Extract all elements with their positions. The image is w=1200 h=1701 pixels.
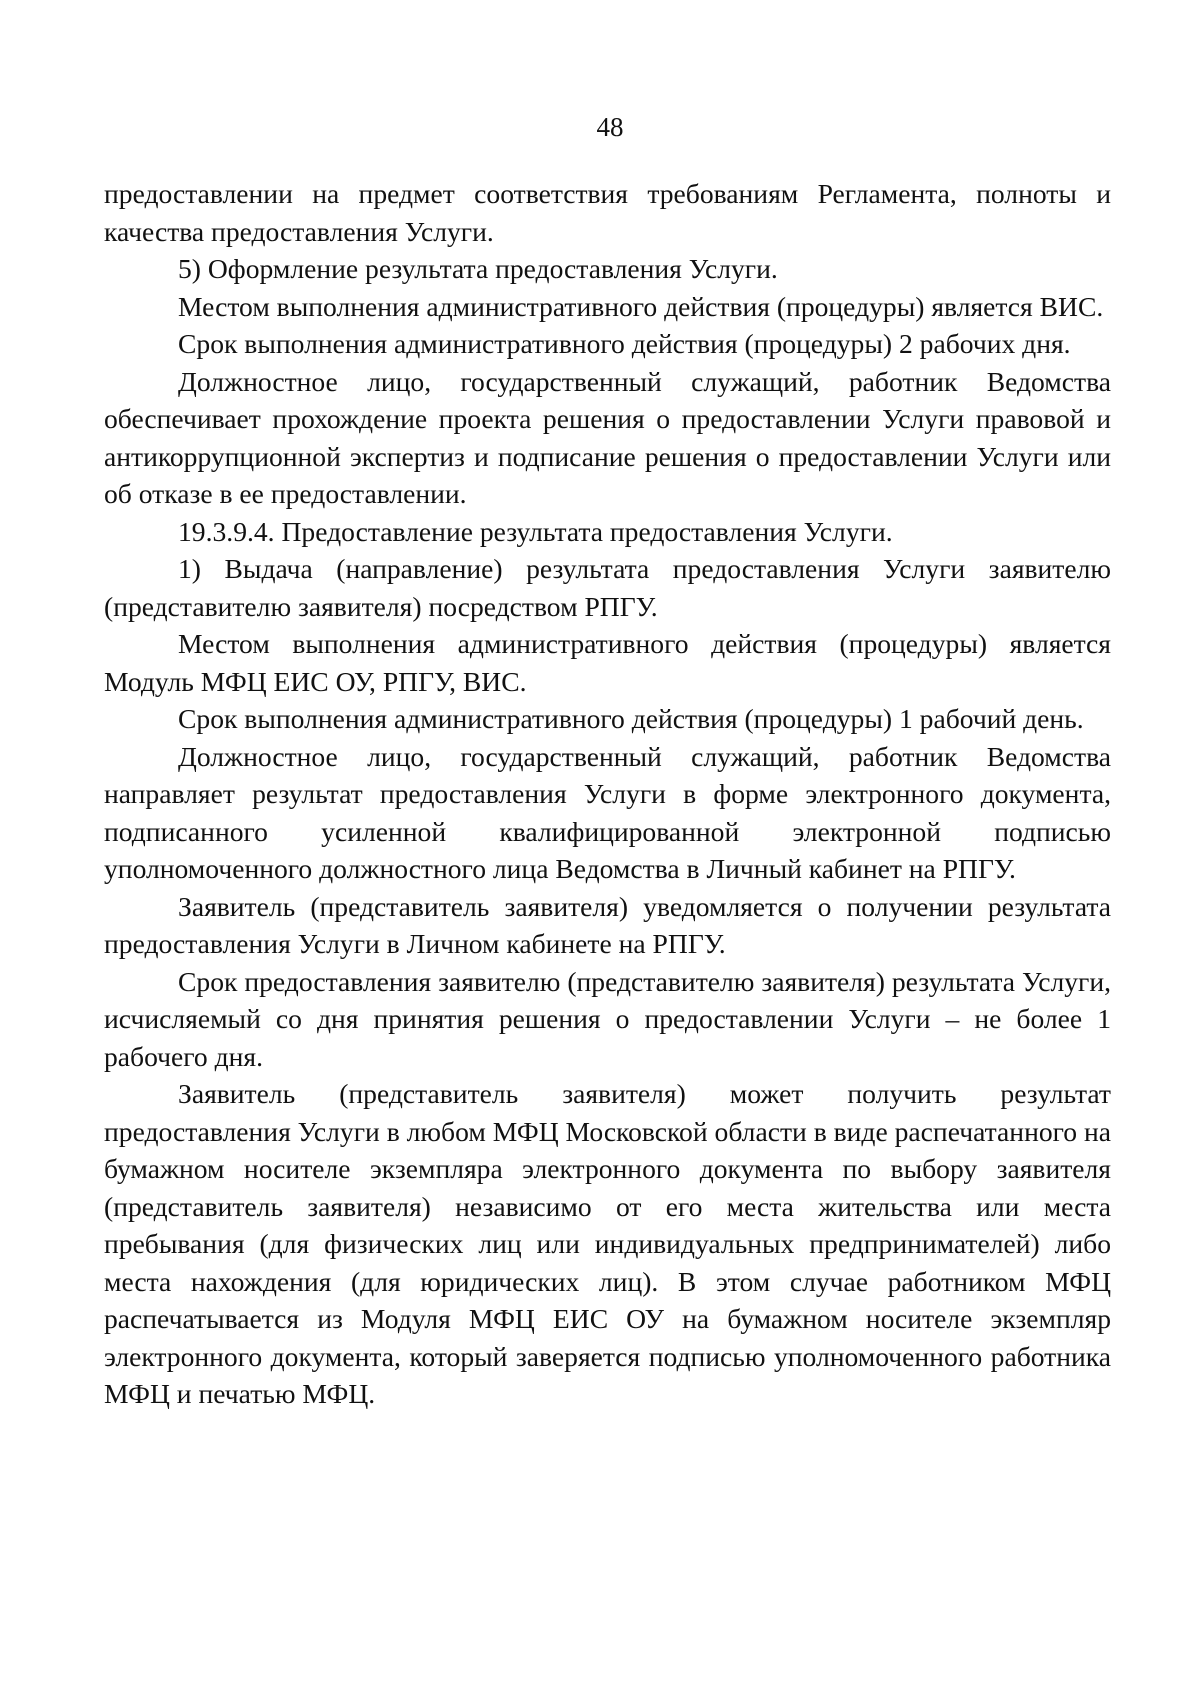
paragraph: Должностное лицо, государственный служащий, работник Ведомства обеспечивает прохождение проекта решения о предоставлении Услуги правовой и антикоррупционной экспертиз и подписание решения о предоставлении Услуги или об отказе в ее предоставлении. — [104, 365, 1111, 509]
paragraph: Должностное лицо, государственный служащий, работник Ведомства направляет результат предоставления Услуги в форме электронного документа, подписанного усиленной квалифицированной электронной подписью уполномоченного должностного лица Ведомства в Личный кабинет на РПГУ. — [104, 740, 1111, 884]
page-number: 48 — [596, 112, 624, 142]
paragraph: Заявитель (представитель заявителя) может получить результат предоставления Услуги в любом МФЦ Московской области в виде распечатанного на бумажном носителе экземпляра электронного документа по выбору заявителя (представитель заявителя) независимо от его места жительства или места пребывания (для физических лиц или индивидуальных предпринимателей) либо места нахождения (для юридических лиц). В этом случае работником МФЦ распечатывается из Модуля МФЦ ЕИС ОУ на бумажном носителе экземпляр электронного документа, который заверяется подписью уполномоченного работника МФЦ и печатью МФЦ. — [104, 1078, 1111, 1409]
paragraph: 19.3.9.4. Предоставление результата предоставления Услуги. — [178, 515, 893, 547]
paragraph: Срок выполнения административного действия (процедуры) 1 рабочий день. — [178, 703, 1084, 734]
document-body — [104, 175, 1111, 1413]
paragraph: Заявитель (представитель заявителя) уведомляется о получении результата предоставления Услуги в Личном кабинете на РПГУ. — [104, 890, 1111, 959]
paragraph: 5) Оформление результата предоставления Услуги. — [178, 253, 778, 284]
paragraph: Срок выполнения административного действия (процедуры) 2 рабочих дня. — [178, 328, 1071, 359]
paragraph: предоставлении на предмет соответствия требованиям Регламента, полноты и качества предоставления Услуги. — [104, 178, 1111, 247]
paragraph: Местом выполнения административного действия (процедуры) является Модуль МФЦ ЕИС ОУ, РПГУ, ВИС. — [104, 628, 1111, 697]
paragraph: Местом выполнения административного действия (процедуры) является ВИС. — [178, 290, 1104, 322]
paragraph: Срок предоставления заявителю (представителю заявителя) результата Услуги, исчисляемый со дня принятия решения о предоставлении Услуги – не более 1 рабочего дня. — [104, 965, 1111, 1072]
paragraph: 1) Выдача (направление) результата предоставления Услуги заявителю (представителю заявителя) посредством РПГУ. — [104, 553, 1111, 622]
